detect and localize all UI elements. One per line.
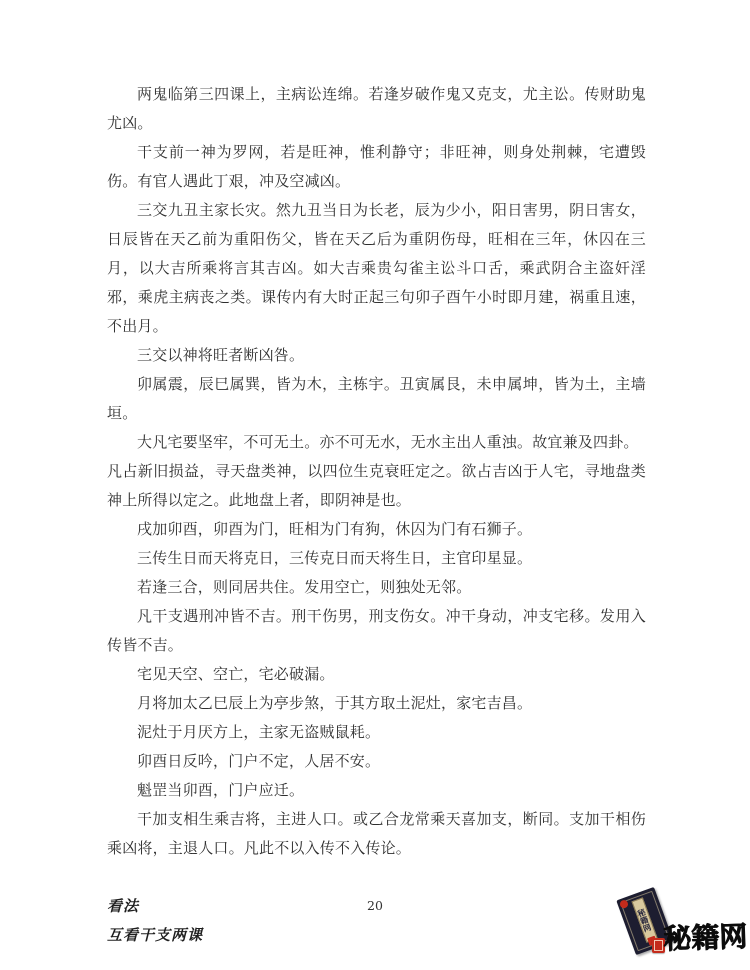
text-paragraph: 干加支相生乘吉将，主进人口。或乙合龙常乘天喜加支，断同。支加干相伤乘凶将，主退人口。凡此不以入传不入传论。 xyxy=(107,810,646,857)
text-paragraph: 宅见天空、空亡，宅必破漏。 xyxy=(137,665,335,683)
text-paragraph: 卯酉日反吟，门户不定，人居不安。 xyxy=(137,752,381,770)
text-paragraph: 干支前一神为罗网，若是旺神，惟利静守；非旺神，则身处荆棘，宅遭毁伤。有官人遇此丁艰，冲及空减凶。 xyxy=(107,143,646,190)
site-name-text: 秘籍网 xyxy=(662,919,748,956)
text-paragraph: 卯属震，辰巳属巽，皆为木，主栋宇。丑寅属艮，未申属坤，皆为土，主墙垣。 xyxy=(107,375,646,422)
text-paragraph: 魁罡当卯酉，门户应迁。 xyxy=(137,781,305,799)
text-paragraph: 凡占新旧损益，寻天盘类神，以四位生克衰旺定之。欲占吉凶于人宅，寻地盘类神上所得以定之。此地盘上者，即阴神是也。 xyxy=(107,462,646,509)
text-paragraph: 大凡宅要坚牢，不可无土。亦不可无水，无水主出人重浊。故宜兼及四卦。 xyxy=(137,433,639,451)
book-title-strip: 秘籍网 xyxy=(631,897,657,942)
page-number: 20 xyxy=(367,898,383,913)
text-paragraph: 若逢三合，则同居共住。发用空亡，则独处无邻。 xyxy=(137,578,472,596)
watermark-logo xyxy=(619,888,747,968)
section-heading-kanfa: 看法 xyxy=(107,897,140,915)
section-heading-hukan: 互看干支两课 xyxy=(107,926,204,944)
text-paragraph: 泥灶于月厌方上，主家无盗贼鼠耗。 xyxy=(137,723,381,741)
text-paragraph: 月将加太乙巳辰上为亭步煞，于其方取土泥灶，家宅吉昌。 xyxy=(137,694,533,712)
text-paragraph: 凡干支遇刑冲皆不吉。刑干伤男，刑支伤女。冲干身动，冲支宅移。发用入传皆不吉。 xyxy=(107,607,646,654)
text-paragraph: 戌加卯酉，卯酉为门，旺相为门有狗，休囚为门有石狮子。 xyxy=(137,520,533,538)
text-paragraph: 三传生日而天将克日，三传克日而天将生日，主官印星显。 xyxy=(137,549,533,567)
text-paragraph: 三交以神将旺者断凶咎。 xyxy=(137,346,305,364)
text-paragraph: 两鬼临第三四课上，主病讼连绵。若逢岁破作鬼又克支，尤主讼。传财助鬼尤凶。 xyxy=(107,85,646,132)
text-paragraph: 三交九丑主家长灾。然九丑当日为长老，辰为少小，阳日害男，阴日害女，日辰皆在天乙前为重阳伤父，皆在天乙后为重阴伤母，旺相在三年，休囚在三月，以大吉所乘将言其吉凶。如大吉乘贵勾雀主讼斗口舌，乘武阴合主盗奸淫邪，乘虎主病丧之类。课传内有大时正起三句卯子酉午小时即月建，祸重且速，不出月。 xyxy=(107,201,646,335)
book-corner-seal-icon xyxy=(619,899,629,909)
document-body xyxy=(107,80,646,950)
